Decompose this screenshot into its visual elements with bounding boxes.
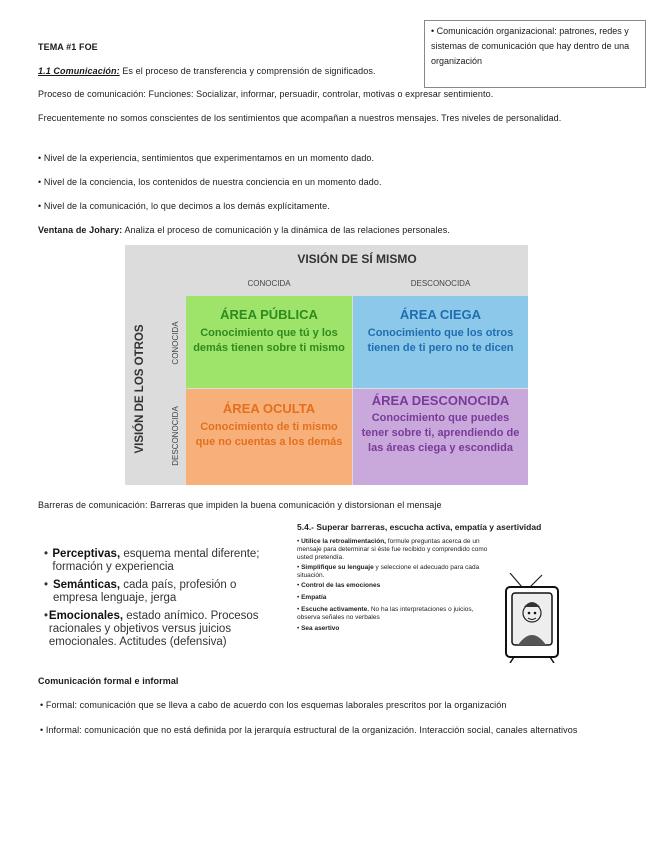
barriers-list xyxy=(44,548,284,649)
level-item: • Nivel de la experiencia, sentimientos que experimentamos en un momento dado. xyxy=(38,153,375,163)
overcome-item-label: Utilice la retroalimentación, xyxy=(301,538,386,545)
callout-box xyxy=(424,20,646,88)
overcome-item-text: No ha las interpretaciones o juicios, observa señales no verbales xyxy=(297,606,474,621)
johari-cell-text: Conocimiento que puedes tener sobre ti, aprendiendo de las áreas ciega y escondida xyxy=(361,412,520,454)
barrier-item: • Semánticas, cada país, profesión o empresa lenguaje, jerga xyxy=(44,579,237,604)
overcome-item-text: y seleccione el adecuado para cada situación. xyxy=(297,564,480,579)
formal-title: Comunicación formal e informal xyxy=(38,676,179,686)
barrier-label: Emocionales, xyxy=(48,610,124,622)
overcome-item: • Empatía xyxy=(297,594,327,601)
definition xyxy=(38,65,376,78)
johari-intro-label: Ventana de Johary: xyxy=(38,225,123,235)
overcome-item-label: Simplifique su lenguaje xyxy=(301,564,374,571)
barrier-label: Semánticas, xyxy=(52,579,121,591)
barrier-item: • Emocionales, estado anímico. Procesos racionales y objetivos versus juicios emocionales. Actitudes (defensiva) xyxy=(44,610,259,648)
barrier-item: • Perceptivas, esquema mental diferente; formación y experiencia xyxy=(44,548,260,573)
overcome-item: • Escuche activamente. No ha las interpretaciones o juicios, observa señales no verbales xyxy=(297,606,474,621)
overcome-item: • Utilice la retroalimentación, formule preguntas acerca de un mensaje para determinar si éste fue recibido y comprendido como usted pretendía. xyxy=(297,538,488,561)
definition-label: 1.1 Comunicación: xyxy=(38,66,120,76)
overcome-item: • Simplifique su lenguaje y seleccione el adecuado para cada situación. xyxy=(297,564,480,579)
johari-row-known: CONOCIDA xyxy=(171,321,180,365)
johari-cell-text: Conocimiento que tú y los demás tienen sobre ti mismo xyxy=(193,327,345,354)
barriers-intro: Barreras de comunicación: Barreras que impiden la buena comunicación y distorsionan el mensaje xyxy=(38,500,442,510)
overcome-title: 5.4.- Superar barreras, escucha activa, empatía y asertividad xyxy=(297,522,542,532)
johari-row-unknown: DESCONOCIDA xyxy=(171,406,180,466)
overcome-item: • Sea asertivo xyxy=(297,625,340,632)
overcome-item-label: Sea asertivo xyxy=(301,625,340,632)
johari-cell-text: Conocimiento que los otros tienen de ti pero no te dicen xyxy=(367,327,514,354)
johari-cell-unknown xyxy=(353,389,528,485)
johari-cell-text: Conocimiento de ti mismo que no cuentas a los demás xyxy=(195,421,343,448)
johari-cell-title: ÁREA CIEGA xyxy=(399,307,482,322)
johari-top-header: VISIÓN DE SÍ MISMO xyxy=(297,252,417,266)
barrier-label: Perceptivas, xyxy=(52,548,121,560)
johari-intro xyxy=(38,224,450,237)
barrier-text: cada país, profesión o empresa lenguaje, jerga xyxy=(52,579,237,604)
overcome-item: • Control de las emociones xyxy=(297,582,381,589)
johari-cell-title: ÁREA PÚBLICA xyxy=(220,307,318,322)
level-item: • Nivel de la comunicación, lo que decimos a los demás explícitamente. xyxy=(38,201,330,211)
overcome-item-label: Empatía xyxy=(301,594,327,601)
overcome-list xyxy=(297,538,497,633)
johari-side-header: VISIÓN DE LOS OTROS xyxy=(134,324,146,454)
tv-illustration-icon xyxy=(500,573,570,663)
johari-col-unknown: DESCONOCIDA xyxy=(410,279,471,288)
barrier-text: esquema mental diferente; formación y experiencia xyxy=(52,548,260,573)
johari-col-known: CONOCIDA xyxy=(247,279,291,288)
johari-cell-title: ÁREA OCULTA xyxy=(222,401,316,416)
overcome-item-text: formule preguntas acerca de un mensaje para determinar si éste fue recibido y comprendido como usted pretendía. xyxy=(297,538,488,561)
overcome-item-label: Escuche activamente. xyxy=(301,606,370,613)
barrier-text: estado anímico. Procesos racionales y objetivos versus juicios emocionales. Actitudes (defensiva) xyxy=(48,610,259,648)
formal-item: • Formal: comunicación que se lleva a cabo de acuerdo con los esquemas laborales prescritos por la organización xyxy=(40,700,507,710)
level-item: • Nivel de la conciencia, los contenidos de nuestra conciencia en un momento dado. xyxy=(38,177,382,187)
johari-intro-text: Analiza el proceso de comunicación y la dinámica de las relaciones personales. xyxy=(122,225,450,235)
page-title: TEMA #1 FOE xyxy=(38,42,98,52)
informal-item: • Informal: comunicación que no está definida por la jerarquía estructural de la organización. Interacción social, canales alternativos xyxy=(40,725,578,735)
overcome-item-label: Control de las emociones xyxy=(301,582,381,589)
johari-cell-hidden xyxy=(186,389,352,485)
johari-cell-blind xyxy=(353,296,528,388)
process-text: Proceso de comunicación: Funciones: Socializar, informar, persuadir, controlar, motivas o expresar sentimiento. xyxy=(38,89,494,99)
johari-window xyxy=(125,245,528,485)
johari-cell-public xyxy=(186,296,352,388)
definition-text: Es el proceso de transferencia y comprensión de significados. xyxy=(119,66,376,76)
feelings-text: Frecuentemente no somos conscientes de los sentimientos que acompañan a nuestros mensajes. Tres niveles de personalidad. xyxy=(38,113,562,123)
callout-text: • Comunicación organizacional: patrones, redes y sistemas de comunicación que hay dentro de una organización xyxy=(431,26,630,66)
johari-cell-title: ÁREA DESCONOCIDA xyxy=(371,393,510,408)
